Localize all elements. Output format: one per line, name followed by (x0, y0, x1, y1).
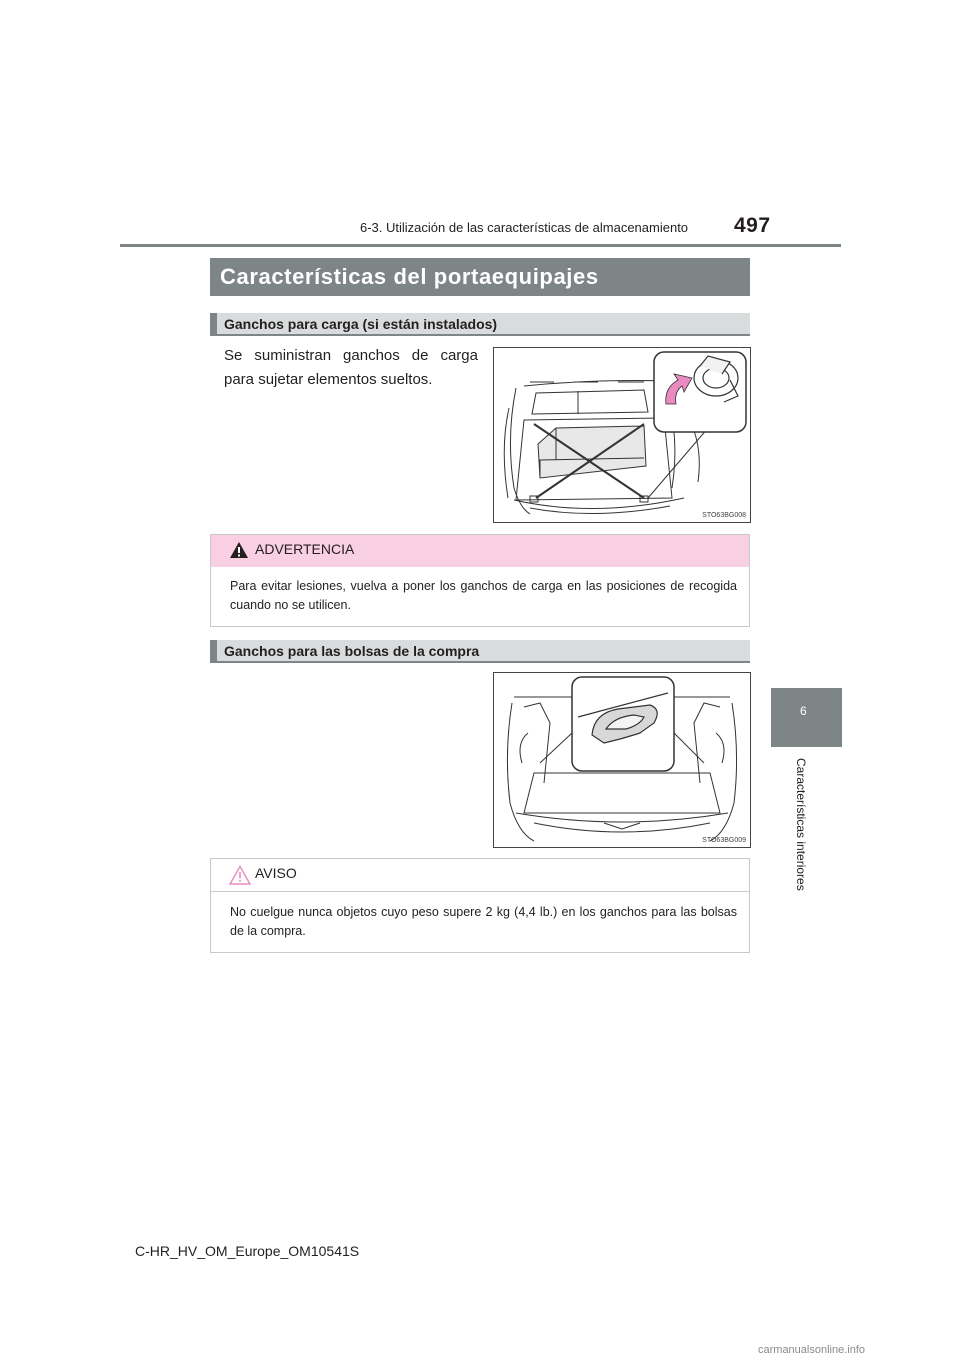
notice-label: AVISO (255, 865, 297, 881)
figure-code: STO63BG009 (702, 837, 746, 844)
figure-code: STO63BG008 (702, 512, 746, 519)
caution-triangle-icon (229, 865, 251, 885)
chapter-header: 6-3. Utilización de las características de almacenamiento (360, 220, 689, 235)
notice-callout (210, 858, 750, 953)
page-number: 497 (734, 214, 771, 237)
subsection-heading-cargo-hooks (210, 313, 750, 336)
chapter-side-label: Características interiores (794, 758, 808, 891)
warning-label: ADVERTENCIA (255, 541, 355, 557)
subhead-bar (210, 640, 217, 661)
figure-shopping-bag-hooks (493, 672, 751, 848)
warning-triangle-icon (229, 541, 249, 559)
chapter-tab-number: 6 (800, 704, 807, 718)
section-title: Características del portaequipajes (210, 258, 750, 296)
watermark: carmanualsonline.info (758, 1344, 866, 1356)
body-paragraph: Se suministran ganchos de carga para sujetar elementos sueltos. (224, 347, 478, 388)
subsection-heading-text: Ganchos para las bolsas de la compra (224, 643, 480, 659)
footer-doc-id: C-HR_HV_OM_Europe_OM10541S (135, 1243, 360, 1259)
shopping-hook-illustration (494, 673, 750, 847)
figure-cargo-hooks (493, 347, 751, 523)
warning-callout (210, 534, 750, 627)
subsection-heading-text: Ganchos para carga (si están instalados) (224, 316, 498, 332)
subhead-bar (210, 313, 217, 334)
cargo-hook-illustration (494, 348, 750, 522)
notice-text: No cuelgue nunca objetos cuyo peso supere 2 kg (4,4 lb.) en los ganchos para las bolsas de la compra. (230, 905, 737, 938)
warning-text: Para evitar lesiones, vuelva a poner los ganchos de carga en las posiciones de recogida cuando no se utilicen. (230, 579, 737, 612)
notice-callout-header (211, 859, 749, 892)
header-rule (120, 244, 841, 247)
warning-callout-header (211, 535, 749, 567)
subsection-heading-shopping-hooks (210, 640, 750, 663)
